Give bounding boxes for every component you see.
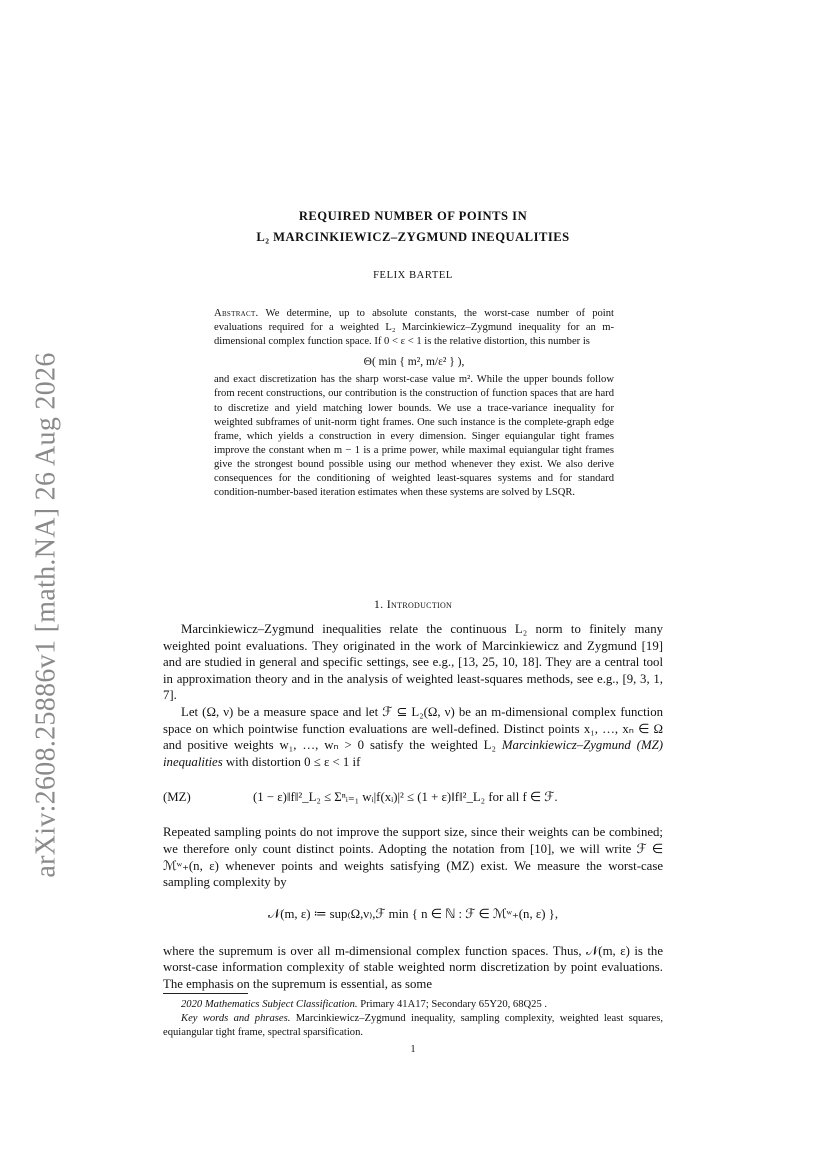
paragraph-4: where the supremum is over all m-dimensional complex function spaces. Thus, 𝒩(m, ε) is the worst-case information complexity of stable weighted norm discretization by point evaluations. The emphasis on the supremum is essential, as some <box>163 943 663 991</box>
abstract-text-2: and exact discretization has the sharp worst-case value m². While the upper bounds follow from recent constructions, our contribution is the construction of function spaces that are hard to discretize and yield matching lower bounds. We use a trace-variance inequality for weighted subframes of unit-norm tight frames. One such instance is the complete-graph edge frame, which yields a construction in every dimension. Singer equiangular tight frames improve the constant when m − 1 is a prime power, while maximal equiangular tight frames give the strongest bound possible using our method whenever they exist. We also derive consequences for the conditioning of weighted least-squares systems and for standard condition-number-based iteration estimates when these systems are solved by LSQR. <box>214 374 614 499</box>
abstract-text-1: We determine, up to absolute constants, the worst-case number of point evaluations required for a weighted L₂ Marcinkiewicz–Zygmund inequality for an m-dimensional complex function space. If 0 < ε < 1 is the relative distortion, this number is <box>214 308 614 348</box>
msc-footnote: 2020 Mathematics Subject Classification. Primary 41A17; Secondary 65Y20, 68Q25 . <box>181 999 548 1010</box>
paragraph-3: Repeated sampling points do not improve the support size, since their weights can be combined; we therefore only count distinct points. Adopting the notation from [10], we will write ℱ ∈ ℳʷ₊(n, ε) whenever points and weights satisfying (MZ) exist. We measure the worst-case sampling complexity by <box>163 825 663 890</box>
complexity-equation: 𝒩(m, ε) ≔ sup₍Ω,ν₎,ℱ min { n ∈ ℕ : ℱ ∈ ℳʷ₊(n, ε) }, <box>267 906 559 921</box>
keywords-footnote: Key words and phrases. Marcinkiewicz–Zygmund inequality, sampling complexity, weighted least squares, equiangular tight frame, spectral sparsification. <box>163 1013 663 1038</box>
section-heading: 1. Introduction <box>373 597 453 611</box>
mz-equation-tag: (MZ) <box>163 790 191 805</box>
mz-term: Marcinkiewicz–Zygmund (MZ) inequalities <box>163 738 663 769</box>
title-line-2: L₂ MARCINKIEWICZ–ZYGMUND INEQUALITIES <box>256 230 570 244</box>
abstract <box>214 307 614 500</box>
paragraph-1: Marcinkiewicz–Zygmund inequalities relate the continuous L₂ norm to finitely many weighted point evaluations. They originated in the work of Marcinkiewicz and Zygmund [19] and are studied in general and specific settings, see e.g., [13, 25, 10, 18]. They are a central tool in approximation theory and in the analysis of weighted least-squares methods, see e.g., [9, 3, 1, 7]. <box>163 622 663 703</box>
page-number: 1 <box>410 1044 416 1055</box>
title-line-1: REQUIRED NUMBER OF POINTS IN <box>298 209 528 223</box>
mz-equation: (1 − ε)‖f‖²_L₂ ≤ Σⁿᵢ₌₁ wᵢ|f(xᵢ)|² ≤ (1 + ε)‖f‖²_L₂ for all f ∈ ℱ. <box>253 790 558 805</box>
arxiv-side-identifier: arXiv:2608.25886v1 [math.NA] 26 Aug 2026 <box>31 352 63 878</box>
mz-equation-block <box>163 770 663 824</box>
abstract-equation: Θ( min { m², m/ε² } ), <box>363 356 465 369</box>
paper-title <box>163 206 663 248</box>
footnote-rule <box>163 993 248 994</box>
paragraph-2: Let (Ω, ν) be a measure space and let ℱ ⊆ L₂(Ω, ν) be an m-dimensional complex function space on which pointwise function evaluations are well-defined. Distinct points x₁, …, xₙ ∈ Ω and positive weights w₁, …, wₙ > 0 satisfy the weighted L₂ Marcinkiewicz–Zygmund (MZ) inequalities with distortion 0 ≤ ε < 1 if <box>163 704 663 769</box>
author-name: FELIX BARTEL <box>373 270 453 281</box>
body-text <box>163 621 663 993</box>
abstract-label: Abstract. <box>214 308 259 319</box>
footnotes <box>163 998 663 1040</box>
